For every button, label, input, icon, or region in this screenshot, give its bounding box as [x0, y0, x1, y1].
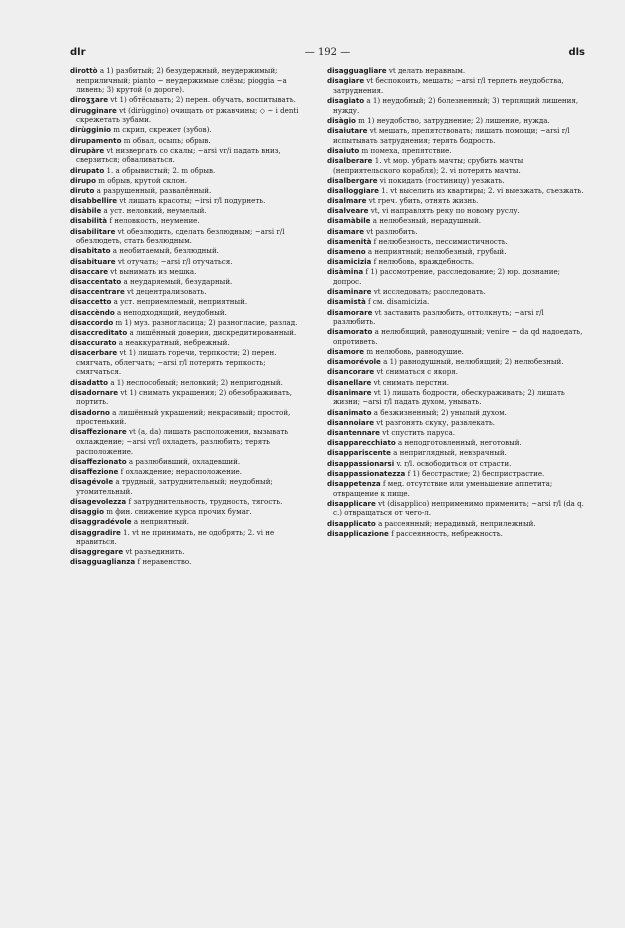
definition: m 1) неудобство, затруднение; 2) лишение, нужда. — [358, 115, 550, 125]
headword: disameno — [327, 247, 366, 256]
definition: vt (disapplico) неприменимо применить; ~arsi r/l (da q. c.) отвращаться от чего-л. — [333, 498, 584, 518]
dictionary-entry — [327, 459, 585, 469]
dictionary-entry — [70, 457, 312, 467]
dictionary-entry — [327, 327, 585, 346]
headword: disagguagliare — [327, 66, 387, 75]
headword: disapplicato — [327, 518, 376, 528]
headword: disaiutare — [327, 125, 368, 135]
definition: a неприглядный, невзрачный. — [393, 448, 507, 458]
headword: disannoiare — [327, 417, 375, 427]
headword: disagevolezza — [70, 496, 127, 506]
headword: disabituare — [70, 256, 116, 266]
definition: vt делать неравным. — [388, 66, 466, 75]
dictionary-entry — [327, 479, 585, 498]
page-header — [70, 46, 585, 60]
headword: dirugginare — [70, 105, 117, 115]
headword: disappetenza — [327, 478, 381, 488]
headword: disàmina — [327, 267, 364, 277]
dictionary-entry — [70, 267, 312, 277]
headword: disacerbare — [70, 348, 118, 358]
headword: disamenità — [327, 236, 372, 246]
definition: f рассеянность, небрежность. — [391, 528, 503, 538]
right-column — [327, 66, 585, 906]
definition: a разлюбивший, охладевший. — [128, 456, 241, 466]
dictionary-entry — [70, 186, 312, 196]
dictionary-entry — [70, 146, 312, 165]
headword: disanellare — [327, 377, 372, 387]
dictionary-entry — [70, 106, 312, 125]
definition: a уст. неловкий, неумелый. — [103, 206, 207, 216]
headword: disaggradévole — [70, 517, 132, 527]
definition: a неударяемый, безударный. — [123, 276, 233, 286]
dictionary-entry — [70, 246, 312, 256]
definition: m нелюбовь, равнодушие. — [366, 347, 464, 357]
headword: disadorno — [70, 407, 110, 417]
definition: f мед. отсутствие или уменьшение аппетита; отвращение к пище. — [333, 478, 553, 498]
definition: m обрыв, крутой склон. — [98, 175, 187, 185]
definition: vi покидать (гостиницу) уезжать. — [379, 175, 505, 185]
definition: a лишённый доверия, дискредитированный. — [129, 327, 297, 337]
headword: disamare — [327, 226, 365, 236]
headword: disaffezione — [70, 466, 119, 476]
headword: disalloggiare — [327, 185, 379, 195]
dictionary-entry — [70, 378, 312, 388]
definition: 1. vt не принимать, не одобрять; 2. vi не нравиться. — [76, 527, 275, 547]
dictionary-entry — [70, 318, 312, 328]
definition: a неприятный; нелюбезный, грубый. — [367, 247, 507, 256]
headword: disalmare — [327, 196, 367, 206]
dictionary-entry — [70, 547, 312, 557]
dictionary-entry — [327, 156, 585, 175]
dictionary-entry — [70, 206, 312, 216]
dictionary-entry — [70, 427, 312, 456]
dictionary-entry — [327, 378, 585, 388]
headword: disaccentato — [70, 276, 122, 286]
headword: disabbellire — [70, 196, 118, 206]
definition: vt децентрализовать. — [127, 287, 207, 297]
dictionary-entry — [327, 257, 585, 267]
dictionary-entry — [327, 287, 585, 297]
headword: disadatto — [70, 377, 109, 387]
dictionary-entry — [70, 557, 312, 567]
dictionary-entry — [70, 517, 312, 527]
dictionary-entry — [70, 528, 312, 547]
dictionary-entry — [327, 388, 585, 407]
dictionary-entry — [70, 176, 312, 186]
headword: disantennare — [327, 428, 380, 437]
definition: vt (dirùggino) очищать от ржавчины; ◇ ~ i denti скрежетать зубами. — [76, 105, 299, 125]
headword: disamicizia — [327, 257, 372, 267]
definition: a 1) равнодушный, нелюбящий; 2) нелюбезный. — [383, 357, 564, 367]
definition: vt сниматься с якоря. — [376, 367, 458, 377]
headword: disamàbile — [327, 216, 371, 226]
headword: disagévole — [70, 477, 114, 487]
dictionary-entry — [327, 96, 585, 115]
left-column — [70, 66, 312, 906]
headword: disanimare — [327, 387, 372, 397]
dictionary-entry — [327, 116, 585, 126]
dictionary-entry — [327, 206, 585, 216]
definition: vt вынимать из мешка. — [110, 266, 197, 276]
headword: disanimato — [327, 407, 372, 417]
dictionary-entry — [70, 467, 312, 477]
headword: disappassionatezza — [327, 468, 406, 478]
definition: f затруднительность, трудность, тягость. — [128, 496, 283, 506]
dictionary-entry — [327, 247, 585, 257]
definition: vt, vi направлять реку по новому руслу. — [370, 206, 520, 216]
headword: disaccare — [70, 266, 109, 276]
dictionary-entry — [70, 257, 312, 267]
definition: vt спустить паруса. — [382, 428, 456, 437]
left-guide-word: dlr — [70, 47, 86, 58]
dictionary-entry — [327, 499, 585, 518]
headword: disaffezionare — [70, 427, 127, 437]
definition: 1. vt мор. убрать мачты; срубить мачты (неприятельского корабля); 2. vi потерять мачты. — [333, 155, 524, 175]
definition: v. r/l. освободиться от страсти. — [396, 458, 512, 468]
definition: f 1) бесстрастие; 2) беспристрастие. — [407, 468, 545, 478]
dictionary-entry — [327, 267, 585, 286]
definition: vt низвергать со скалы; ~arsi vr/i падать вниз, сверзиться; обваливаться. — [76, 145, 281, 165]
headword: disàbile — [70, 206, 102, 216]
definition: f нелюбовь, враждебность. — [373, 257, 475, 267]
dictionary-entry — [327, 418, 585, 428]
definition: a неподходящий, неудобный. — [117, 307, 227, 317]
headword: disaccurato — [70, 338, 117, 348]
definition: a неприятный. — [133, 517, 190, 527]
dictionary-entry — [327, 469, 585, 479]
dictionary-entry — [70, 497, 312, 507]
dictionary-entry — [327, 196, 585, 206]
headword: disabitato — [70, 246, 111, 256]
headword: diroʒʒare — [70, 95, 109, 105]
headword: disamorare — [327, 307, 373, 317]
definition: vt мешать, препятствовать; лишать помощи; ~arsi r/l испытывать затруднения; терять бодрость. — [333, 125, 570, 145]
definition: vt 1) обтёсывать; 2) перен. обучать, воспитывать. — [110, 95, 296, 105]
definition: 1. vt выселить из квартиры; 2. vi выезжать, съезжать. — [381, 185, 584, 195]
dictionary-entry — [327, 126, 585, 145]
headword: disaccèndo — [70, 307, 115, 317]
headword: disaccreditato — [70, 327, 128, 337]
dictionary-entry — [327, 76, 585, 95]
definition: m скрип, скрежет (зубов). — [113, 125, 212, 135]
dictionary-entry — [70, 166, 312, 176]
headword: disadornare — [70, 387, 119, 397]
dictionary-entry — [70, 477, 312, 496]
headword: disagiare — [327, 76, 365, 86]
headword: dirupamento — [70, 135, 122, 145]
dictionary-entry — [327, 308, 585, 327]
headword: disaggregare — [70, 547, 124, 557]
dictionary-entry — [327, 357, 585, 367]
headword: dirùgginio — [70, 125, 112, 135]
definition: m 1) муз. разногласица; 2) разногласие, разлад. — [115, 317, 298, 327]
headword: disabilitare — [70, 226, 116, 236]
definition: vt 1) снимать украшения; 2) обезображивать, портить. — [76, 387, 292, 407]
headword: disaminare — [327, 287, 372, 297]
headword: disapplicare — [327, 498, 376, 508]
headword: disaiuto — [327, 145, 360, 155]
headword: disàgio — [327, 115, 356, 125]
dictionary-entry — [70, 308, 312, 318]
definition: vt исследовать; расследовать. — [373, 287, 486, 297]
definition: f нелюбезность, пессимистичность. — [373, 236, 508, 246]
definition: a безжизненный; 2) унылый духом. — [373, 407, 507, 417]
definition: a нелюбящий, равнодушный; venire ~ da qd надоедать, опротиветь. — [333, 327, 583, 346]
headword: disalberare — [327, 155, 373, 165]
dictionary-entry — [70, 328, 312, 338]
dictionary-entry — [70, 338, 312, 348]
definition: vt разлюбить. — [366, 226, 418, 236]
dictionary-entry — [70, 388, 312, 407]
headword: disaggio — [70, 507, 104, 517]
headword: dirupo — [70, 175, 97, 185]
dictionary-entry — [327, 367, 585, 377]
dictionary-entry — [70, 66, 312, 95]
page-number: — 192 — — [304, 47, 351, 58]
definition: a уст. неприемлемый, неприятный. — [113, 297, 248, 307]
dictionary-entry — [70, 277, 312, 287]
definition: vt греч. убить, отнять жизнь. — [368, 196, 479, 206]
definition: a трудный, затруднительный; неудобный; утомительный. — [76, 477, 273, 496]
headword: disaggradire — [70, 527, 121, 537]
dictionary-entry — [70, 227, 312, 246]
dictionary-entry — [70, 507, 312, 517]
headword: disaccentrare — [70, 287, 125, 297]
definition: vt (a, da) лишать расположения, вызывать охлаждение; ~arsi vr/l охладеть, разлюбить; терять расположение. — [76, 427, 289, 456]
right-guide-word: dls — [568, 47, 585, 58]
definition: a рассеянный; нерадивый, неприлежный. — [378, 518, 536, 528]
dictionary-entry — [327, 216, 585, 226]
dictionary-entry — [327, 428, 585, 438]
definition: m обвал, осыпь; обрыв. — [123, 135, 211, 145]
definition: vt заставить разлюбить, оттолкнуть; ~arsi r/l разлюбить. — [333, 307, 544, 327]
dictionary-entry — [327, 529, 585, 539]
definition: vt снимать перстни. — [373, 377, 450, 387]
definition: vt разъединить. — [125, 547, 185, 557]
headword: dirupàre — [70, 145, 105, 155]
dictionary-entry — [327, 66, 585, 76]
headword: disaccordo — [70, 317, 114, 327]
definition: m фин. снижение курса прочих бумаг. — [106, 507, 252, 517]
dictionary-entry — [327, 186, 585, 196]
dictionary-entry — [327, 297, 585, 307]
headword: disagguaglianza — [70, 557, 136, 567]
definition: a разрушенный, развалённый. — [96, 185, 212, 195]
definition: vt беспокоить, мешать; ~arsi r/l терпеть неудобства, затруднения. — [333, 76, 564, 95]
definition: a неподготовленный, неготовый. — [397, 438, 522, 448]
headword: disalbergare — [327, 175, 378, 185]
definition: vt 1) лишать бодрости, обескураживать; 2) лишать жизни; ~arsi r/l падать духом, унывать. — [333, 387, 565, 407]
headword: disalveare — [327, 206, 369, 216]
dictionary-entry — [70, 348, 312, 377]
definition: f 1) рассмотрение, расследование; 2) юр. дознание; допрос. — [333, 267, 561, 286]
definition: f неравенство. — [137, 557, 192, 567]
definition: f см. disamicizia. — [368, 297, 430, 307]
headword: disancorare — [327, 367, 375, 377]
definition: a неаккуратный, небрежный. — [118, 338, 230, 348]
headword: disamistà — [327, 297, 366, 307]
definition: m помеха, препятствие. — [361, 145, 452, 155]
dictionary-entry — [327, 438, 585, 448]
dictionary-entry — [327, 227, 585, 237]
definition: vt 1) лишать горечи, терпкости; 2) перен. смягчать, облегчать; ~arsi r/l потерять терпкость; смягчаться. — [76, 348, 277, 377]
headword: disaccetto — [70, 297, 112, 307]
dictionary-entry — [70, 196, 312, 206]
headword: disapparecchiato — [327, 438, 396, 448]
dictionary-entry — [327, 146, 585, 156]
headword: disappassionarsi — [327, 458, 395, 468]
dictionary-entry — [70, 408, 312, 427]
dictionary-entry — [70, 136, 312, 146]
definition: vt разгонять скуку, развлекать. — [376, 417, 496, 427]
headword: disabilità — [70, 216, 108, 226]
dictionary-entry — [70, 216, 312, 226]
definition: a лишённый украшений; некрасивый; простой, простенький. — [76, 407, 291, 427]
definition: vt обезлюдить, сделать безлюдным; ~arsi r/l обезлюдеть, стать безлюдным. — [76, 226, 285, 246]
dictionary-entry — [327, 347, 585, 357]
dictionary-entry — [327, 176, 585, 186]
headword: disapplicazione — [327, 528, 389, 538]
headword: disamore — [327, 347, 365, 357]
headword: dirottò — [70, 66, 98, 75]
definition: a 1) неудобный; 2) болезненный; 3) терпящий лишения, нужду. — [333, 95, 579, 115]
definition: a необитаемый, безлюдный. — [112, 246, 219, 256]
definition: vt лишать красоты; ~irsi r/l подурнеть. — [119, 196, 266, 206]
dictionary-entry — [70, 297, 312, 307]
dictionary-entry — [70, 95, 312, 105]
headword: disappariscente — [327, 448, 391, 458]
definition: a 1) разбитый; 2) безудержный, неудержимый; неприличный; pianto ~ неудержимые слёзы; pioggia ~a ливень; 3) крутой (о дороге). — [76, 66, 287, 95]
definition: 1. a обрывистый; 2. m обрыв. — [106, 165, 216, 175]
headword: disaffezionato — [70, 456, 127, 466]
definition: vt отучать; ~arsi r/l отучаться. — [117, 256, 233, 266]
definition: f охлаждение; нерасположение. — [120, 466, 242, 476]
headword: disamorato — [327, 327, 373, 337]
dictionary-entry — [327, 237, 585, 247]
headword: diruto — [70, 185, 95, 195]
dictionary-entry — [70, 287, 312, 297]
headword: dirupato — [70, 165, 105, 175]
dictionary-entry — [327, 448, 585, 458]
definition: f неловкость, неумение. — [109, 216, 200, 226]
headword: disamorévole — [327, 357, 381, 367]
dictionary-entry — [327, 519, 585, 529]
definition: a нелюбезный, нерадушный. — [372, 216, 481, 226]
definition: a 1) неспособный; неловкий; 2) непригодный. — [110, 377, 283, 387]
dictionary-entry — [327, 408, 585, 418]
dictionary-entry — [70, 125, 312, 135]
headword: disagiato — [327, 95, 365, 105]
